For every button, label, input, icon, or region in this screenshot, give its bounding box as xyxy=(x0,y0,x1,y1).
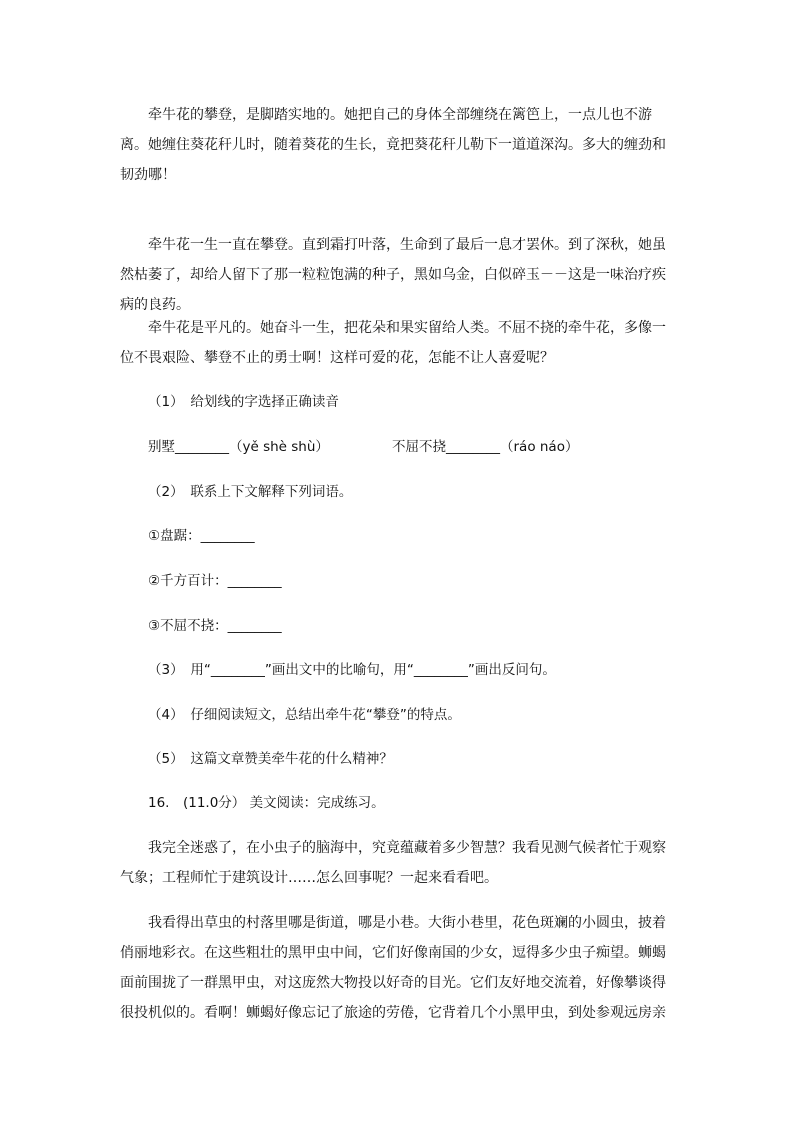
passage-paragraph-5: 我看得出草虫的村落里哪是街道，哪是小巷。大街小巷里，花色斑斓的小圆虫，披着俏丽地彩衣。在这些粗壮的黑甲虫中间，它们好像南国的少女，逗得多少虫子痴望。蛳蝎面前围拢了一群黑甲虫，对这庞然大物投以好奇的目光。它们友好地交流着，好像攀谈得很投机似的。看啊！蛳蝎好像忘记了旅途的劳倦，它背着几个小黑甲虫，到处参观远房亲 xyxy=(120,915,666,1021)
question-2: （2） 联系上下文解释下列词语。 xyxy=(148,484,353,500)
question-1-pinyin-b: 不屈不挠________（ráo náo） xyxy=(392,439,579,455)
passage-paragraph-2: 牵牛花一生一直在攀登。直到霜打叶落，生命到了最后一息才罢休。到了深秋，她虽然枯萎了，却给人留下了那一粒粒饱满的种子，黑如乌金，白似碎玉－－这是一味治疗疾病的良药。 xyxy=(120,237,666,313)
question-2-item-b: ②千方百计：________ xyxy=(148,573,282,589)
passage-paragraph-3: 牵牛花是平凡的。她奋斗一生，把花朵和果实留给人类。不屈不挠的牵牛花，多像一位不畏艰险、攀登不止的勇士啊！这样可爱的花，怎能不让人喜爱呢？ xyxy=(120,320,666,366)
question-1-pinyin-a: 别墅________（yě shè shù） xyxy=(148,439,329,455)
passage-paragraph-4: 我完全迷惑了，在小虫子的脑海中，究竟蕴藏着多少智慧？我看见测气候者忙于观察气象；工程师忙于建筑设计……怎么回事呢？一起来看看吧。 xyxy=(120,840,666,886)
question-4: （4） 仔细阅读短文，总结出牵牛花“攀登”的特点。 xyxy=(148,707,461,723)
question-3: （3） 用“________”画出文中的比喻句，用“________”画出反问句。 xyxy=(148,662,556,678)
question-2-item-a: ①盘踞：________ xyxy=(148,528,255,544)
question-16-heading: 16. (11.0分） 美文阅读：完成练习。 xyxy=(148,795,385,811)
question-1: （1） 给划线的字选择正确读音 xyxy=(148,394,339,410)
passage-paragraph-1: 牵牛花的攀登，是脚踏实地的。她把自己的身体全部缠绕在篱笆上，一点儿也不游离。她缠住葵花秆儿时，随着葵花的生长，竟把葵花秆儿勒下一道道深沟。多大的缠劲和韧劲哪！ xyxy=(120,107,666,183)
question-5: （5） 这篇文章赞美牵牛花的什么精神？ xyxy=(148,751,393,767)
question-2-item-c: ③不屈不挠：________ xyxy=(148,618,282,634)
